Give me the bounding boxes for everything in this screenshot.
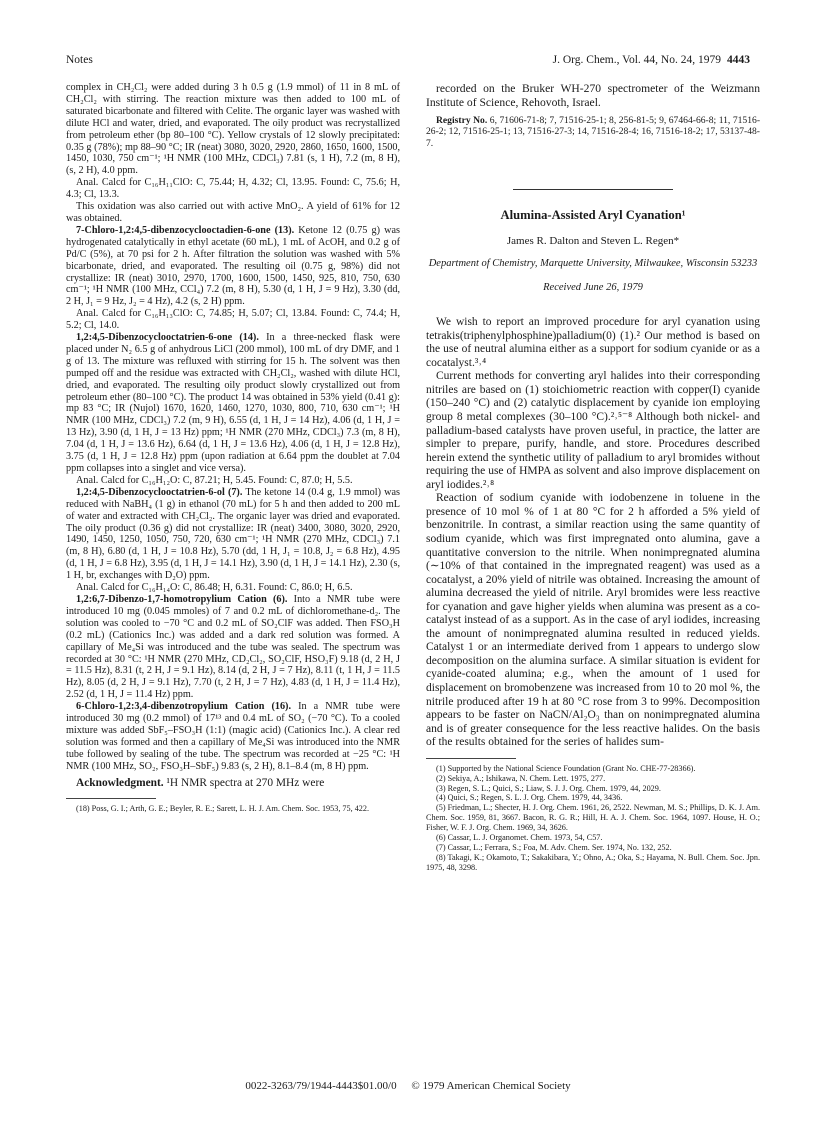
acknowledgment-text: ¹H NMR spectra at 270 MHz were (166, 776, 325, 789)
registry-numbers (426, 115, 760, 149)
registry-label: Registry No. (436, 115, 488, 127)
compound-title: 1,2:4,5-Dibenzocyclooctatrien-6-one (14). (76, 332, 259, 344)
acknowledgment (66, 777, 400, 790)
section-name: Notes (66, 54, 93, 66)
footnote: (7) Cassar, L.; Ferrara, S.; Foa, M. Adv. Chem. Ser. 1974, No. 132, 252. (436, 842, 672, 852)
body-paragraph: Reaction of sodium cyanide with iodobenzene in toluene in the presence of 10 mol % of 1 at 80 °C for 2 h afforded a 5% yield of benzonitrile. In contrast, a similar reaction using the same quantity of sodium cyanide, which was first impregnated onto alumina, gave a quantitative conversion to the nitrile. When nonimpregnated alumina (∼10% of that contained in the impregnated reagent) was used as a cocatalyst, a 20% yield of nitrile was obtained. Increasing the amount of alumina decreased the yield of nitrile. Aryl bromides were less reactive for cyanation and gave higher yields when alumina was present as a co-catalyst instead of as a support. As in the case of aryl iodides, increasing the amount of nonimpregnated alumina resulted in reduced yields. Catalyst 1 or an intermediate derived from 1 appears to undergo slow decomposition on the alumina surface. A similar situation is evident for cyanide-coated alumina; e.g., when the amount of 1 used for displacement on bromobenzene was increased from 10 to 20 mol %, the nitrile produced after 19 h at 80 °C rose from 3 to 99%. Decomposition appears to be faster on NaCN/Al₂O₃ than on nonimpregnated alumina and is of greater consequence for the less reactive halides. On the basis of the results obtained for the series of halides sum- (426, 492, 760, 749)
footnote-rule (426, 758, 516, 759)
footnote: (4) Quici, S.; Regen, S. L. J. Org. Chem. 1979, 44, 3436. (436, 793, 623, 803)
journal-citation (553, 54, 750, 66)
compound-paragraph (66, 332, 400, 475)
compound-text: Ketone 12 (0.75 g) was hydrogenated catalytically in ethyl acetate (60 mL), 1 mL of AcOH, and 0.2 g of Pd/C (5%), at 70 psi for 2 h. After filtration the solution was washed with 5% bicarbonate, dried, and evaporated. The resulting oil (0.75 g, 98%) did not crystallize: IR (neat) 3010, 2970, 1700, 1600, 1500, 1450, 925, 810, 750, 630 cm⁻¹; ¹H NMR (100 MHz, CCl₄) 7.2 (m, 8 H), 5.30 (d, 1 H, J = 9 Hz), 3.30 (dd, 2 H, J₁ = 9 Hz, J₂ = 4 Hz), 4.2 (s, 2 H) ppm. (66, 224, 400, 308)
page-number: 4443 (727, 54, 750, 66)
paragraph: recorded on the Bruker WH-270 spectrometer of the Weizmann Institute of Science, Rehovoth, Israel. (426, 82, 760, 109)
article-title: Alumina-Assisted Aryl Cyanation¹ (500, 208, 686, 223)
analysis-paragraph: Anal. Calcd for C₁₆H₁₁ClO: C, 75.44; H, 4.32; Cl, 13.95. Found: C, 75.6; H, 4.3; Cl, 13.3. (66, 177, 400, 201)
article-body (426, 316, 760, 750)
left-column (66, 82, 400, 814)
footnote: (6) Cassar, L. J. Organomet. Chem. 1973, 54, C57. (436, 833, 603, 843)
footnote: (18) Poss, G. I.; Arth, G. E.; Beyler, R. E.; Sarett, L. H. J. Am. Chem. Soc. 1953, 75, 422. (76, 803, 370, 813)
article-code: 0022-3263/79/1944-4443$01.00/0 (245, 1080, 397, 1092)
compound-paragraph (66, 594, 400, 701)
footnote-rule (66, 798, 156, 799)
compound-title: 7-Chloro-1,2:4,5-dibenzocyclooctadien-6-one (13). (76, 224, 295, 236)
acknowledgment-title: Acknowledgment. (76, 776, 164, 789)
paragraph: complex in CH₂Cl₂ were added during 3 h 0.5 g (1.9 mmol) of 11 in 8 mL of CH₂Cl₂ with stirring. The reaction mixture was then added to 100 mL of saturated bicarbonate and filtered with Celite. The organic layer was washed with dilute HCl and water, dried, and evaporated. The oily product was recrystallized from petroleum ether (bp 80–100 °C). Yellow crystals of 12 slowly precipitated: 0.35 g (78%); mp 88–90 °C; IR (neat) 3080, 3020, 2920, 2860, 1650, 1600, 1500, 1450, 1030, 750 cm⁻¹; ¹H NMR (100 MHz, CDCl₃) 7.81 (s, 1 H), 7.2 (m, 8 H), (s, 2 H), 4.0 ppm. (66, 82, 400, 177)
copyright-notice: © 1979 American Chemical Society (411, 1080, 571, 1092)
footnote: (1) Supported by the National Science Foundation (Grant No. CHE-77-28366). (436, 763, 696, 773)
analysis-paragraph: Anal. Calcd for C₁₆H₁₂O: C, 87.21; H, 5.45. Found: C, 87.0; H, 5.5. (76, 474, 353, 486)
compound-text: The ketone 14 (0.4 g, 1.9 mmol) was reduced with NaBH₄ (1 g) in ethanol (70 mL) for 5 h and then added to 200 mL of water and extracted with CH₂Cl₂. The organic layer was dried and evaporated. The oily product (0.36 g) did not crystallize: IR (neat) 3400, 3080, 3020, 2920, 1490, 1450, 1250, 1050, 750, 720, 630 cm⁻¹; ¹H NMR (270 MHz, CDCl₃) 7.1 (m, 8 H), 6.80 (d, 1 H, J = 10.8 Hz), 5.70 (dd, 1 H, J₁ = 10.8, J₂ = 6.8 Hz), 4.95 (d, 1 H, J = 6.8 Hz), 3.95 (d, 1 H, J = 14.1 Hz), 3.90 (d, 1 H, J = 14.1 Hz), 2.30 (s, 1 H, br, exchanges with D₂O) ppm. (66, 486, 400, 582)
compound-paragraph (66, 701, 400, 772)
compound-title: 1,2:4,5-Dibenzocyclooctatrien-6-ol (7). (76, 486, 243, 498)
body-paragraph: Current methods for converting aryl halides into their corresponding nitriles are based on (1) stoichiometric reaction with copper(I) cyanide (150–240 °C) and (2) catalytic displacement by cyanide ion employing group 8 metal complexes (30–100 °C).²˒⁵⁻⁸ Although both nickel- and palladium-based catalysts have proven useful, in practice, the latter are simpler to prepare, purify, handle, and store. Procedures described herein extend the synthetic utility of palladium to aryl bromides without requiring the use of HMPA as solvent and also improve displacement on aryl iodides.²˒⁸ (426, 370, 760, 491)
received-date: Received June 26, 1979 (543, 282, 643, 294)
compound-text: Into a NMR tube were introduced 10 mg (0.045 mmoles) of 7 and 0.2 mL of dichloromethane-d₂. The solution was cooled to −70 °C and 0.2 mL of SO₂ClF was added. Then FSO₃H (0.2 mL) (Cationics Inc.) was added and a dark red solution was formed. A capillary of Me₄Si was introduced and the tube was sealed. The spectrum was recorded at 30 °C: ¹H NMR (270 MHz, CD₂Cl₂, SO₂ClF, HSO₃F) 9.18 (d, 2 H, J = 11.5 Hz), 8.31 (t, 2 H, J = 9.1 Hz), 8.14 (d, 2 H, J = 7 Hz), 8.11 (t, 1 H, J = 11.5 Hz), 8.05 (d, 2 H, J = 9.1 Hz), 7.70 (t, 2 H, J = 7 Hz), 4.83 (d, 1 H, J = 11.4 Hz), 2.52 (d, 1 H, J = 11.4 Hz) ppm. (66, 593, 400, 701)
footnote: (5) Friedman, L.; Shecter, H. J. Org. Chem. 1961, 26, 2522. Newman, M. S.; Phillips, D. K. J. Am. Chem. Soc. 1959, 81, 3667. Bacon, R. G. R.; Hill, H. A. J. Chem. Soc. 1964, 1097. House, H. O.; Fisher, W. F. J. Org. Chem. 1969, 34, 3626. (426, 803, 760, 833)
running-header (66, 54, 750, 72)
article-authors: James R. Dalton and Steven L. Regen* (506, 234, 680, 247)
paragraph: This oxidation was also carried out with active MnO₂. A yield of 61% for 12 was obtained. (66, 201, 400, 224)
analysis-paragraph: Anal. Calcd for C₁₆H₁₃ClO: C, 74.85; H, 5.07; Cl, 13.84. Found: C, 74.4; H, 5.2; Cl, 14.0. (66, 308, 400, 332)
compound-paragraph (66, 487, 400, 582)
footnote: (3) Regen, S. L.; Quici, S.; Liaw, S. J. J. Org. Chem. 1979, 44, 2029. (436, 783, 661, 793)
journal-name: J. Org. Chem., Vol. 44, No. 24, 1979 (552, 54, 721, 66)
compound-title: 6-Chloro-1,2:3,4-dibenzotropylium Cation (16). (76, 701, 291, 713)
right-column (426, 82, 760, 873)
compound-text: In a NMR tube were introduced 30 mg (0.2 mmol) of 17¹³ and 0.4 mL of SO₂ (−70 °C). To a cooled mixture was added SbF₅–FSO₃H (1:1) (magic acid) (Cationics Inc.). A clear red solution was formed and then a capillary of Me₄Si was introduced into the NMR tube followed by sealing of the tube. The spectrum was recorded at −25 °C: ¹H NMR (100 MHz, SO₂, FSO₃H–SbF₅) 9.83 (s, 2 H), 8.1–8.4 (m, 8 H) ppm. (66, 701, 400, 772)
footnote: (2) Sekiya, A.; Ishikawa, N. Chem. Lett. 1975, 277. (436, 773, 606, 783)
body-paragraph: We wish to report an improved procedure for aryl cyanation using tetrakis(triphenylphosphine)palladium(0) (1).² Our method is based on the use of neutral alumina either as a support for sodium cyanide or as a cocatalyst.³˒⁴ (426, 316, 760, 369)
registry-text: 6, 71606-71-8; 7, 71516-25-1; 8, 256-81-5; 9, 67464-66-8; 11, 71516-26-2; 12, 71516-25-1; 13, 71516-27-3; 14, 71516-28-4; 16, 71516-18-2; 17, 53137-48-7. (426, 115, 761, 149)
page-footer (66, 1080, 750, 1092)
compound-text: In a three-necked flask were placed under N₂ 6.5 g of anhydrous LiCl (200 mmol), 100 mL of dry DMF, and 1 g of 13. The mixture was refluxed with stirring for 15 h. The solvent was then pumped off and the residue was extracted with CH₂Cl₂, washed with dilute HCl, dried, and evaporated. The resulting oily product slowly crystallized out from petroleum ether (80–100 °C). The product 14 was obtained in 53% yield (0.41 g): mp 83 °C; IR (Nujol) 1670, 1620, 1460, 1270, 1030, 800, 710, 630 cm⁻¹; ¹H NMR (100 MHz, CDCl₃) 7.2 (m, 9 H), 6.55 (d, 1 H, J = 14 Hz), 4.06 (d, 1 H, J = 13 Hz), 3.90 (d, 1 H, J = 13 Hz) ppm; ¹H NMR (270 MHz, CDCl₃) 7.3 (m, 8 H), 7.04 (d, 1 H, J = 13.6 Hz), 6.64 (d, 1 H, J = 13.6 Hz), 4.06 (d, 1 H, J = 12.8 Hz), 3.75 (d, 1 H, J = 12.8 Hz) ppm (upon radiation at 6.64 ppm the doublet at 7.04 ppm collapses into a singlet and vice versa). (66, 332, 401, 474)
compound-paragraph (66, 225, 400, 308)
section-divider (513, 189, 673, 190)
analysis-paragraph: Anal. Calcd for C₁₆H₁₄O: C, 86.48; H, 6.31. Found: C, 86.0; H, 6.5. (76, 582, 353, 594)
article-affiliation: Department of Chemistry, Marquette University, Milwaukee, Wisconsin 53233 (428, 257, 758, 269)
footnote: (8) Takagi, K.; Okamoto, T.; Sakakibara, Y.; Ohno, A.; Oka, S.; Hayama, N. Bull. Chem. Soc. Jpn. 1975, 48, 3298. (426, 852, 760, 872)
compound-title: 1,2:6,7-Dibenzo-1,7-homotropylium Cation (6). (76, 593, 288, 605)
